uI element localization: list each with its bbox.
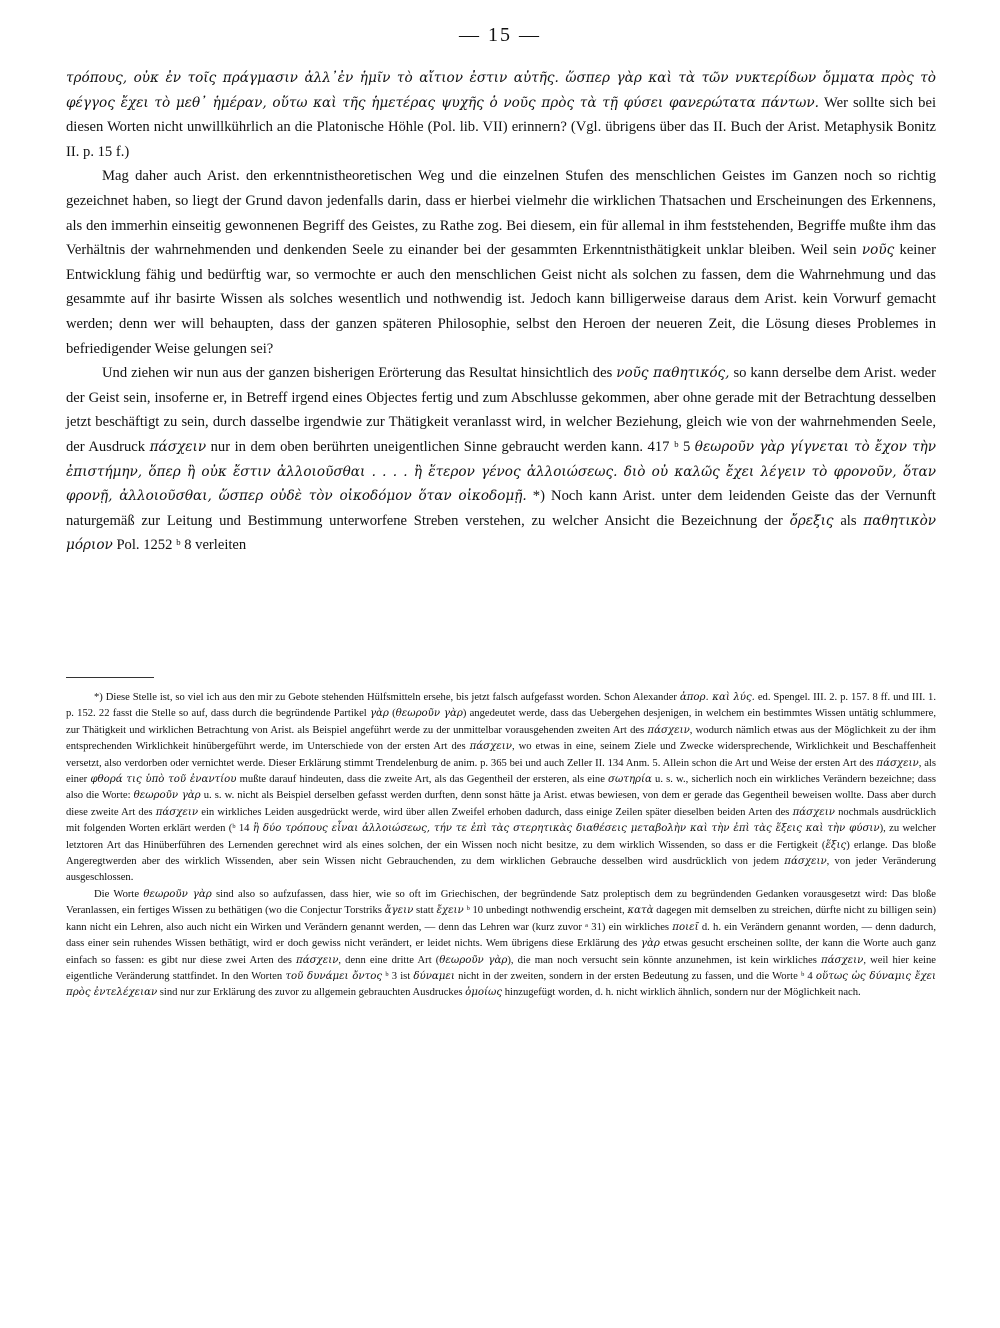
text-run: *) Noch kann Arist. unter dem leidenden Geiste das der Vernunft naturgemäß zur Leitung und Bestimmung unterworfene Streben verstehen, zu welcher Ansicht die Bezeichnung der [66,488,936,529]
page-number: — 15 — [459,24,541,46]
paragraph-1 [66,66,936,164]
text-run: als [833,512,864,529]
greek-quotation: πάσχειν [876,757,919,769]
greek-quotation: οὕτως ὡς δύναμις ἔχει πρὸς ἐντελέχειαν [66,970,936,999]
text-run: , denn eine dritte Art ( [338,954,440,966]
text-run: Und ziehen wir nun aus der ganzen bisherigen Erörterung das Resultat hinsichtlich des [102,365,617,382]
greek-quotation: θεωροῦν γὰρ [143,888,212,900]
greek-quotation: νοῦς παθητικός, [616,365,730,382]
text-run: ed. Spengel. III. 2. p. 157. 8 ff. und III. 1. p. 152. 22 fasst die Stelle so auf, dass durch die begründende Partikel [66,692,936,720]
greek-quotation: σωτηρία [608,774,652,786]
greek-quotation: ἄγειν [384,905,414,917]
greek-quotation: δύναμει [413,970,455,982]
greek-quotation: πάσχειν [155,806,199,818]
text-run: sind nur zur Erklärung des zuvor zu allgemein gebrauchten Ausdruckes [157,987,466,999]
text-run: sind also so aufzufassen, dass hier, wie so oft im Griechischen, der begründende Satz proleptisch dem zu begründenden Gedanken vorausgesetzt wird: Das bloße Veranlassen, ein fertiges Wissen zu bethätigen (wo die Conjectur Torstriks [66,888,936,917]
greek-quotation: ἕξις [825,839,847,851]
greek-quotation: θεωροῦν γὰρ γίγνεται τὸ ἔχον τὴν ἐπιστήμην, ὅπερ ἢ οὐκ ἔστιν ἀλλοιοῦσθαι . . . . ἢ ἕτερον γένος ἀλλοιώσεως. διὸ οὐ καλῶς ἔχει λέγειν τὸ φρονοῦν, ὅταν φρονῇ, ἀλλοιοῦσθαι, ὥσπερ οὐδὲ τὸν οἰκοδόμον ὅταν οἰκοδομῇ. [66,438,936,505]
text-run: ), die man noch versucht sein könnte anzunehmen, ist kein wirkliches [507,954,821,966]
text-run: , weil hier keine eigentliche Veränderung stattfindet. In den Worten [66,954,936,982]
greek-quotation: ὁμοίως [465,987,503,999]
text-run: nochmals ausdrücklich mit folgenden Worten erklärt werden (ᵇ 14 [66,806,937,835]
text-run: Die Worte [94,888,144,900]
text-run: , wo etwas in eine, seinem Ziele und Zwecke widersprechende, Wirklichkeit und Beschaffenheit versetzt, also verdorben oder vernichtet werde. Dieser Erklärung stimmt Trendelenburg de anim. p. 365 bei und auch Zeller II. 134 Anm. 5. Allein schon die Art und Weise der ersten Art des [66,741,936,769]
greek-quotation: ἀπορ. καὶ λύς. [679,692,755,703]
text-run: u. s. w., sicherlich noch ein wirkliches Verändern bezeichne; dass also die Worte: [66,774,936,802]
text-run: so kann derselbe dem Arist. weder der Geist sein, insoferne er, in Betreff irgend eines Objectes fertig und zum Abschlusse gekommen, aber ohne gerade mit der Betrachtung desselben jetzt beschäftigt zu sein, durch dasselbe irgendwie zur Thätigkeit veranlasst wird, in welcher Beziehung, gleich wie von der wahrnehmenden Seele, der Ausdruck [66,365,936,455]
text-run: nicht in der zweiten, sondern in der ersten Bedeutung zu fassen, und die Worte ᵇ 4 [454,970,816,982]
greek-quotation: πάσχειν [792,806,835,818]
greek-quotation: παθητικὸν μόριον [66,512,937,554]
greek-quotation: κατὰ [627,905,654,917]
text-run: ein wirkliches Leiden ausgedrückt werde, wird über allen Zweifel erhoben dadurch, dass einige Zeilen später dieselben beiden Arten des [198,806,793,818]
text-run: hinzugefügt worden, d. h. nicht wirklich ähnlich, sondern nur der Möglichkeit nach. [502,987,861,999]
text-run: ), zu welcher letztoren Art das Hinüberführen des Lernenden gerechnet wird als eines solchen, der ein Wissen noch nicht besitze, zu dem wirklich Wissenden, so dass er die Fertigkeit ( [66,823,937,851]
greek-quotation: θεωροῦν γὰρ [439,954,508,966]
text-run: Mag daher auch Arist. den erkenntnistheoretischen Weg und die einzelnen Stufen des menschlichen Geistes im Ganzen noch so richtig gezeichnet haben, so liegt der Grund davon jedenfalls darin, dass er hierbei vielmehr die wirklichen Thatsachen und Erscheinungen des Erkennens, als den immerhin einseitig gewonnenen Begriff des Geistes, zu Rathe zog. Bei diesem, ein für allemal in ihm feststehenden, Begriffe mußte ihm das Verhältnis der wahrnehmenden und denkenden Seele zu einander bei der gesammten Erkenntnisthätigkeit unklar bleiben. Weil sein [66,168,936,259]
greek-quotation: ὄρεξις [789,512,834,529]
greek-quotation: πάσχειν [647,724,690,736]
text-run: keiner Entwicklung fähig und bedürftig war, so vermochte er auch den menschlichen Geist nicht als solchen zu fassen, dem die Wahrnehmung und das gesammte auf ihr basirte Wissen als solches wesentlich und nothwendig ist. Jedoch kann billigerweise daraus dem Arist. kein Vorwurf gemacht werden; denn wer will behaupten, dass der ganzen späteren Philosophie, selbst den Heroen der neueren Zeit, die Lösung dieses Problemes in befriedigender Weise gelungen sei? [66,242,936,357]
text-run: nur in dem oben berührten uneigentlichen Sinne gebraucht werden kann. 417 ᵇ 5 [206,438,695,455]
text-run: Wer sollte sich bei diesen Worten nicht unwillkührlich an die Platonische Höhle (Pol. lib. VII) erinnern? (Vgl. übrigens über das II. Buch der Arist. Metaphysik Bonitz II. p. 15 f.) [66,94,936,160]
text-run: Pol. 1252 ᵇ 8 verleiten [112,537,247,554]
main-text [66,66,936,558]
text-run: , als einer [66,757,936,786]
greek-quotation: γὰρ [640,938,660,950]
greek-quotation: πάσχειν [296,954,339,966]
greek-quotation: τοῦ δυνάμει ὄντος [285,970,383,982]
greek-quotation: γὰρ [369,708,389,720]
text-run: , von jeder Veränderung ausgeschlossen. [66,856,936,884]
text-run: etwas gesucht erscheinen sollte, der kann die Worte auch ganz einfach so fassen: es gibt nur diese zwei Arten des [66,938,937,966]
greek-quotation: θεωροῦν γὰρ [395,708,463,720]
footnote-separator [66,677,154,678]
text-run: ᵇ 3 ist [382,970,414,982]
greek-quotation: θεωροῦν γὰρ [133,790,201,802]
greek-quotation: τρόπους, οὐκ ἐν τοῖς πράγμασιν ἀλλ᾽ἐν ἡμῖν τὸ αἴτιον ἐστιν αὐτῆς. ὥσπερ γὰρ καὶ τὰ τῶν νυκτερίδων ὄμματα πρὸς τὸ φέγγος ἔχει τὸ μεθ᾽ ἡμέραν, οὕτω καὶ τῆς ἡμετέρας ψυχῆς ὁ νοῦς πρὸς τὰ τῇ φύσει φανερώτατα πάντων. [66,70,936,111]
text-run: d. h. ein Verändern genannt worden, — denn dadurch, dass einer sein ruhendes Wissen bethätigt, wird er doch gewiss nicht verändert, er leidet nichts. Wem übrigens diese Erklärung des [66,921,936,950]
text-run: *) Diese Stelle ist, so viel ich aus den mir zu Gebote stehenden Hülfsmitteln ersehe, bis jetzt falsch aufgefasst worden. Schon Alexander [94,692,680,703]
greek-quotation: ἔχειν [436,905,464,917]
paragraph-2 [66,164,936,361]
text-run: ( [388,708,396,720]
greek-quotation: πάσχειν [469,741,512,753]
footnote-paragraph-1 [66,690,936,887]
greek-quotation: ἢ δύο τρόπους εἶναι ἀλλοιώσεως, τήν τε ἐπὶ τὰς στερητικὰς διαθέσεις μεταβολὴν καὶ τὴν ἐπὶ τὰς ἕξεις καὶ τὴν φύσιν [252,823,880,835]
text-run: mußte darauf hindeuten, dass die zweite Art, als das Gegentheil der ersteren, als eine [236,774,609,786]
text-run: ᵇ 10 unbedingt nothwendig erscheint, [463,905,628,917]
greek-quotation: πάσχειν [784,856,827,868]
text-run: statt [413,905,437,917]
greek-quotation: ποιεῖ [672,921,699,933]
text-run: , wodurch nämlich etwas aus der Möglichkeit zu der ihm entsprechenden Wirklichkeit hinübergeführt werde, im Unterschiede von der ersten Art des [66,724,936,753]
paragraph-3 [66,361,936,558]
text-run: u. s. w. nicht als Beispiel derselben gefasst werden durften, denn sonst hätte ja Arist. etwas bewiesen, von dem er gerade das Gegentheil beweisen wollte. Dass aber durch diese zweite Art des [66,790,936,818]
text-run: ) angedeutet werde, dass das Uebergehen desjenigen, in welchem ein bestimmtes Wissen untätig schlummere, zur Thätigkeit und wirklichen Betrachtung von Arist. als Beispiel angeführt werde zu der unmittelbar vorausgehenden zweiten Art des [66,708,936,736]
footnote-block [66,690,936,1002]
greek-quotation: πάσχειν [820,954,864,966]
greek-quotation: νοῦς [861,242,895,259]
greek-quotation: πάσχειν [149,438,207,455]
greek-quotation: φθορά τις ὑπὸ τοῦ ἐναντίου [90,774,237,786]
text-run: dagegen mit demselben zu streichen, dürfte nicht zu billigen sein) kann nicht ein Lehren, also auch nicht ein Wirken und Verändern genannt werden, — denn das Lehren war (kurz zuvor ᵃ 31) ein wirkliches [66,905,937,933]
text-run: ) erlange. Das bloße Angeregtwerden aber des wirklich Wissenden, aber sein Wissen nicht Gebrauchenden, zu dem wirklichen Gebrauche desselben wird ausdrücklich von jedem [66,839,936,868]
footnote-paragraph-2 [66,887,936,1002]
